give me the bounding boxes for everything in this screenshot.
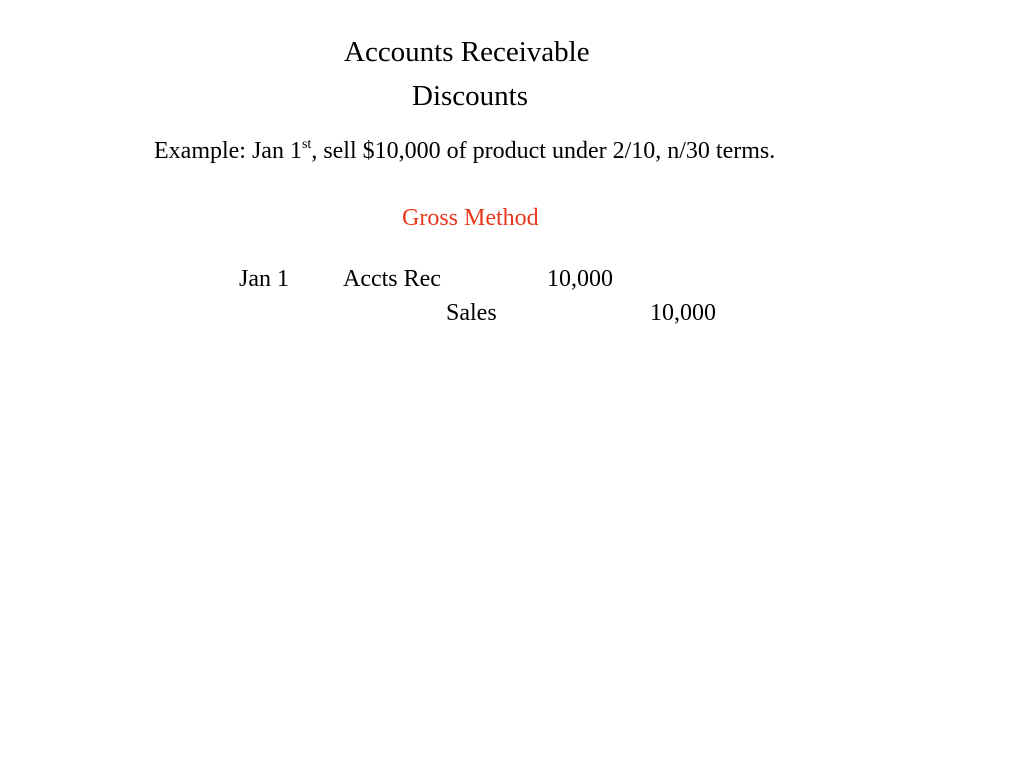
example-prefix: Example: Jan 1 bbox=[154, 138, 302, 164]
example-superscript: st bbox=[301, 137, 312, 152]
journal-row-1-debit: 10,000 bbox=[547, 266, 613, 292]
journal-row-1-date: Jan 1 bbox=[239, 266, 289, 292]
journal-row-2-credit: 10,000 bbox=[650, 300, 716, 326]
method-heading: Gross Method bbox=[402, 205, 539, 231]
slide-title-line-2: Discounts bbox=[412, 80, 528, 112]
journal-row-1-account: Accts Rec bbox=[343, 266, 441, 292]
journal-row-2-account: Sales bbox=[446, 300, 497, 326]
example-suffix: , sell $10,000 of product under 2/10, n/30 terms. bbox=[311, 138, 776, 164]
slide-title-line-1: Accounts Receivable bbox=[344, 36, 590, 68]
example-text bbox=[154, 139, 775, 163]
